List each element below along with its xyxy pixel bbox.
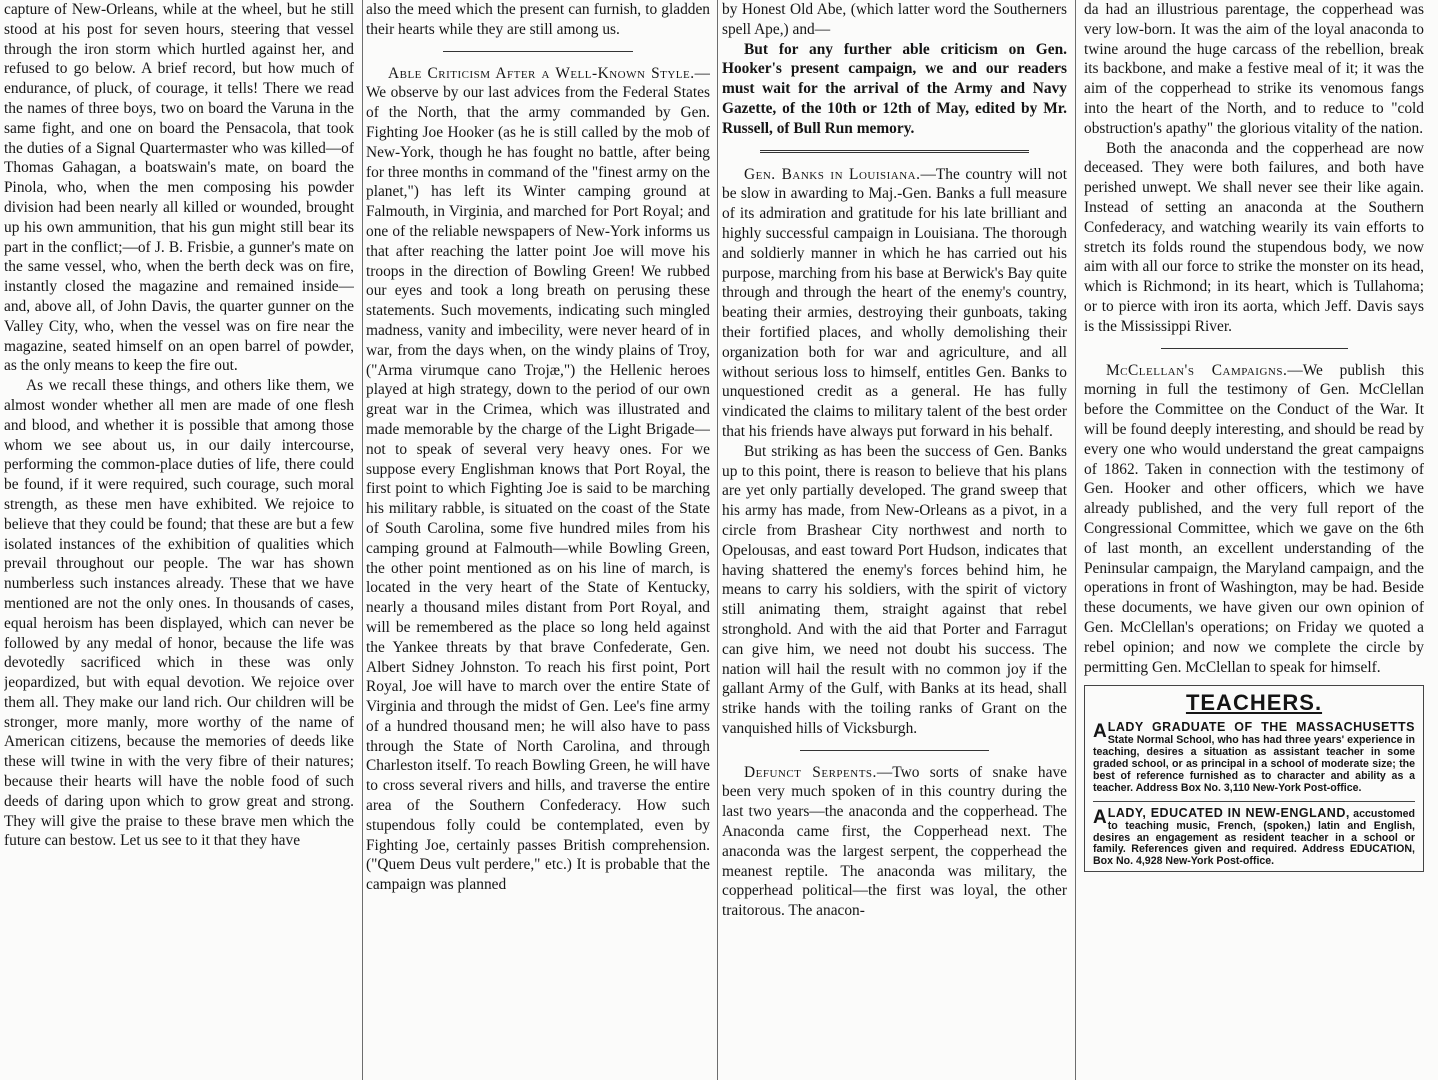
article-heading: Defunct Serpents. xyxy=(744,763,877,781)
column-1 xyxy=(4,0,354,1080)
classified-ad: ALADY GRADUATE OF THE MASSACHUSETTS State Normal School, who has had three years' experience in teaching, desires a situation as assistant teacher in some graded school, or as principal in a school of moderate size; the best of reference furnished as to character and ability as a teacher. Address Box No. 3,110 New-York Post-office. xyxy=(1093,720,1415,794)
article-paragraph: Gen. Banks in Louisiana.—The country will not be slow in awarding to Maj.-Gen. Banks a full measure of its admiration and gratitude for his late brilliant and highly successful campaign in Louisiana. The thorough and soldierly manner in which he has carried out his purpose, marching from his base at Berwick's Bay quite through and through the heart of the enemy's country, beating their armies, destroying their gunboats, taking their fortified places, and wholly demolishing their organization both for war and agriculture, and all without serious loss to himself, entitles Gen. Banks to unquestioned credit as a general. He has fully vindicated the claims to military talent of the best order that his friends have always put forward in his behalf. xyxy=(722,165,1067,440)
article-paragraph: Able Criticism After a Well-Known Style.—We observe by our last advices from the Federal States of the North, that the army commanded by Gen. Fighting Joe Hooker (as he is still called by the mob of New-York, though he has fought no battle, after being for three months in command of the "finest army on the planet,") has left its Winter camping ground at Falmouth, in Virginia, and marched for Port Royal; and one of the reliable newspapers of New-York informs us that after reaching the latter point Joe will move his troops in the direction of Bowling Green! We rubbed our eyes and took a long breath on perusing these statements. Such movements, indicating such mingled madness, vanity and imbecility, were never heard of in war, from the days when, on the windy plains of Troy, ("Arma virumque cano Trojæ,") the Hellenic heroes played at high strategy, down to the period of our own great war in the Crimea, which was illustrated and made memorable by the charge of the Light Brigade—not to speak of several very heavy ones. For we suppose every Englishman knows that Port Royal, the first point to which Fighting Joe is said to be marching his military rabble, is situated on the coast of the State of South Carolina, some five hundred miles from his camping ground at Falmouth—while Bowling Green, the other point mentioned as on his line of march, is located in the very heart of the State of Kentucky, nearly a thousand miles distant from Port Royal, and will be remembered as the place so long held against the Yankee threats by that brave Confederate, Gen. Albert Sidney Johnston. To reach his first point, Port Royal, Joe will have to march over the entire State of Virginia and through the midst of Gen. Lee's fine army of a hundred thousand men; he will also have to pass through the State of North Carolina, and through Charleston itself. To reach Bowling Green, he will have to cross several rivers and hills, and traverse the entire area of the Southern Confederacy. How such stupendous folly could be contemplated, even by Fighting Joe, certainly passes British comprehension. ("Quem Deus vult perdere," etc.) It is probable that the campaign was planned xyxy=(366,64,710,894)
column-2 xyxy=(366,0,710,1080)
article-divider xyxy=(443,51,632,52)
ads-heading: TEACHERS. xyxy=(1185,690,1323,716)
column-rule xyxy=(362,0,363,1080)
article-paragraph: McClellan's Campaigns.—We publish this morning in full the testimony of Gen. McClellan before the Committee on the Conduct of the War. It will be found deeply interesting, and should be read by every one who would understand the great campaigns of 1862. Taken in connection with the testimony of Gen. Hooker and other officers, which we have already published, and the very full report of the Congressional Committee, which we gave on the 6th of last month, an excellent understanding of the Peninsular campaign, the Maryland campaign, and the operations in front of Washington, may be had. Beside these documents, we have given our own opinion of Gen. McClellan's operations; on Friday we quoted a rebel opinion; and now we complete the circle by permitting Gen. McClellan to speak for himself. xyxy=(1084,361,1424,676)
ad-divider xyxy=(1093,801,1415,802)
column-rule xyxy=(1075,0,1076,1080)
article-divider xyxy=(800,750,990,751)
article-paragraph: da had an illustrious parentage, the copperhead was very low-born. It was the aim of the loyal anaconda to twine around the huge carcass of the rebellion, break its backbone, and make a festive meal of it; it was the aim of the copperhead to strike its venomous fangs into the heart of the North, and to reduce to "cold obstruction's apathy" the glorious vitality of the nation. xyxy=(1084,1,1424,137)
article-heading: McClellan's Campaigns. xyxy=(1106,361,1288,379)
article-divider xyxy=(1161,348,1348,349)
article-paragraph: by Honest Old Abe, (which latter word the Southerners spell Ape,) and— xyxy=(722,1,1067,38)
article-paragraph: But striking as has been the success of Gen. Banks up to this point, there is reason to believe that his plans are yet only partially developed. The grand sweep that his army has made, from New-Orleans as a pivot, in a circle from Brashear City northwest and north to Opelousas, and east toward Port Hudson, indicates that having shattered the enemy's forces behind him, he means to carry his soldiers, with the spirit of victory still animating them, straight against that rebel stronghold. And with the aid that Porter and Farragut can give him, we need not doubt his success. The nation will hail the result with no common joy if the gallant Army of the Gulf, with Banks at its head, shall strike hands with the toiling ranks of Grant on the vanquished hills of Vicksburgh. xyxy=(722,442,1067,737)
article-heading: Able Criticism After a Well-Known Style. xyxy=(388,64,695,82)
article-paragraph: Both the anaconda and the copperhead are now deceased. They were both failures, and both have perished unwept. We shall never see their like again. Instead of setting an anaconda at the Southern Confederacy, and watching wearily its vain efforts to stretch its folds round the stupendous body, we now aim with all our force to strike the monster on its head, which is Richmond; in its heart, which is Tullahoma; or to pierce with iron its aorta, which Jeff. Davis says is the Mississippi River. xyxy=(1084,139,1424,335)
article-paragraph: But for any further able criticism on Gen. Hooker's present campaign, we and our readers must wait for the arrival of the Army and Navy Gazette, of the 10th or 12th of May, edited by Mr. Russell, of Bull Run memory. xyxy=(722,40,1067,137)
column-rule xyxy=(717,0,718,1080)
article-paragraph: also the meed which the present can furnish, to gladden their hearts while they are still among us. xyxy=(366,1,710,38)
column-4 xyxy=(1084,0,1424,1080)
article-divider xyxy=(760,150,1029,153)
article-paragraph: Defunct Serpents.—Two sorts of snake have been very much spoken of in this country during the last two years—the anaconda and the copperhead. The Anaconda came first, the Copperhead next. The anaconda was the largest serpent, the copperhead the meanest reptile. The anaconda was military, the copperhead political—the first was loyal, the other traitorous. The anacon- xyxy=(722,763,1067,920)
article-paragraph: As we recall these things, and others like them, we almost wonder whether all men are made of one flesh and blood, and whether it is possible that among those whom we see about us, in our daily intercourse, performing the common-place duties of life, there could be found, if it were required, such courage, such moral strength, as these men have exhibited. We rejoice to believe that they could be found; that these are but a few isolated instances of the exhibition of qualities which prevail throughout our people. The war has shown numberless such instances already. These that we have mentioned are not the only ones. In thousands of cases, equal heroism has been displayed, which can never be followed by any medal of honor, because the life was devotedly sacrificed which in these was only jeopardized, but with equal devotion. We rejoice over them all. They make our land rich. Our children will be stronger, more manly, more worthy of the name of American citizens, because the memories of deeds like these will twine in with the very fibre of their natures; because their hearts will have the noble food of such deeds of daring upon which to grow great and strong. They will give the praise to these brave men which the future can bestow. Let us see to it that they have xyxy=(4,377,354,850)
article-paragraph: capture of New-Orleans, while at the wheel, but he still stood at his post for seven hours, steering that vessel through the iron storm which hurtled against her, and refused to go below. A brief record, but how much of endurance, of pluck, of courage, it tells! There we read the names of three boys, two on board the Varuna in the same fight, and one on board the Pensacola, that took the duties of a Signal Quartermaster who was killed—of Thomas Gahagan, a boatswain's mate, on board the Pinola, who, when the men composing his powder division had been nearly all killed or wounded, brought up his own ammunition, that his gun might still bear its part in the conflict;—of J. B. Frisbie, a gunner's mate on the same vessel, who, when the berth deck was on fire, instantly closed the magazine and remained inside—and, above all, of John Davis, the quarter gunner on the Valley City, who, when the vessel was on fire near the magazine, seated himself on an open barrel of powder, as the only means to keep the fire out. xyxy=(4,1,354,375)
classified-ads xyxy=(1084,685,1424,872)
column-3 xyxy=(722,0,1067,1080)
classified-ad: ALADY, EDUCATED IN NEW-ENGLAND, accustomed to teaching music, French, (spoken,) latin and English, desires an engagement as resident teacher in a school or family. References given and required. Address EDUCATION, Box No. 4,928 New-York Post-office. xyxy=(1093,805,1416,868)
article-heading: Gen. Banks in Louisiana. xyxy=(744,165,921,183)
